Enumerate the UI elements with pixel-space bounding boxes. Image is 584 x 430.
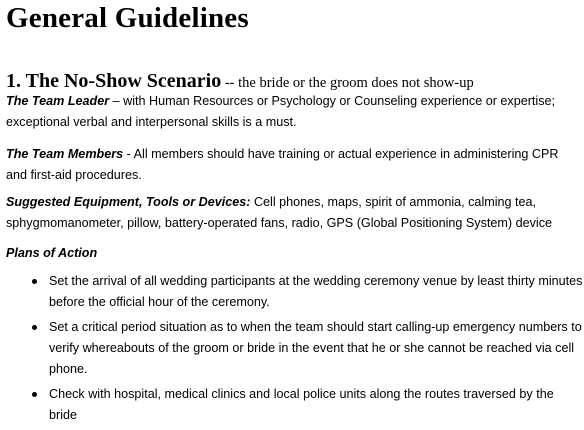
team-members-label: The Team Members <box>6 147 124 161</box>
list-item <box>6 271 584 313</box>
team-leader-text: – with Human Resources or Psychology or Counseling experience or expertise; exceptional verbal and interpersonal skills is a must. <box>6 94 556 129</box>
section-dash: -- <box>221 75 239 91</box>
equipment-label: Suggested Equipment, Tools or Devices: <box>6 195 251 209</box>
list-item <box>6 317 584 380</box>
plans-heading: Plans of Action <box>6 246 98 260</box>
team-members-text: - All members should have training or actual experience in administering CPR and first-aid procedures. <box>6 147 559 182</box>
bullet-icon <box>32 325 37 330</box>
page-title: General Guidelines <box>6 2 249 34</box>
team-leader-label: The Team Leader <box>6 94 110 108</box>
section-title: 1. The No-Show Scenario <box>6 70 222 92</box>
list-item-text: Set the arrival of all wedding participants at the wedding ceremony venue by least thirty minutes before the official hour of the ceremony. <box>49 274 583 309</box>
list-item <box>6 384 584 426</box>
equipment-paragraph <box>6 192 582 234</box>
list-item-text: Check with hospital, medical clinics and local police units along the routes traversed by the bride <box>49 387 554 422</box>
plans-heading-paragraph <box>6 243 582 264</box>
list-item-text: Set a critical period situation as to when the team should start calling-up emergency numbers to verify whereabouts of the groom or bride in the event that he or she cannot be reached via cell phone. <box>49 320 582 376</box>
team-leader-paragraph <box>6 91 582 133</box>
section-heading <box>6 70 474 93</box>
equipment-text: Cell phones, maps, spirit of ammonia, calming tea, sphygmomanometer, pillow, battery-operated fans, radio, GPS (Global Positioning System) device <box>6 195 552 230</box>
team-members-paragraph <box>6 144 582 186</box>
bullet-icon <box>32 279 37 284</box>
bullet-icon <box>32 392 37 397</box>
plans-list <box>6 271 584 430</box>
section-subtitle: the bride or the groom does not show-up <box>238 75 474 91</box>
